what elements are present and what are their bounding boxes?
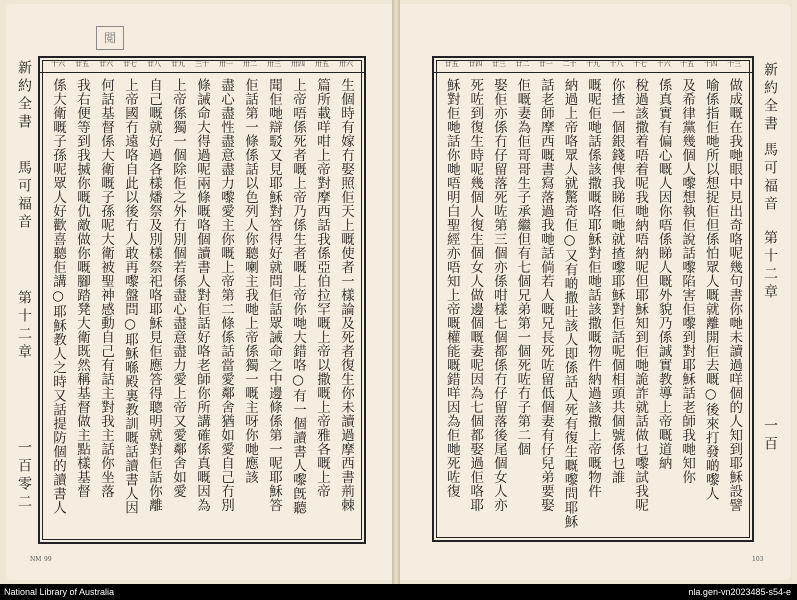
right-verse-number: 廿二 (515, 60, 530, 68)
left-footer-number: 99 (44, 556, 52, 563)
left-text-column: 篇所載咩咁上帝對摩西話我係亞伯拉罕嘅上帝以撒嘅上帝雅各嘅上帝 (314, 78, 330, 498)
right-verse-number: 十七 (633, 60, 648, 68)
right-verse-number: 廿一 (538, 60, 553, 68)
left-page-number: 一百零二 (16, 440, 32, 512)
left-book-title: 新約全書 (16, 60, 32, 132)
left-verse-number: 卅五 (315, 60, 329, 68)
right-verse-number: 十五 (680, 60, 695, 68)
right-text-column: 穌對佢哋話你哋唔明白聖經亦唔知上帝嘅權能嘅錯咩因為佢哋死咗復 (443, 78, 460, 498)
right-chapter: 第十二章 (762, 230, 778, 302)
right-page-number: 一百 (762, 418, 778, 454)
attribution-id: nla.gen-vn2023485-s54-e (688, 587, 791, 597)
left-text-column: 上帝唔係死者嘅上帝乃係生者嘅上帝你哋大錯咯○有一個讀書人嚟旣聽 (290, 78, 306, 515)
left-text-column: 自己嘅就好過各樣燔祭及別樣祭祀咯耶穌見佢應答得聰明就對佢話你離 (146, 78, 162, 512)
left-verse-number: 廿九 (171, 60, 185, 68)
left-verse-number: 卅一 (219, 60, 233, 68)
left-text-column: 我右便等到我搣你嘅仇敵做你嘅腳踏凳大衛既然稱基督做主點樣基督 (74, 78, 90, 498)
left-verse-number: 卅四 (291, 60, 305, 68)
right-verse-number: 十六 (656, 60, 671, 68)
right-text-column: 嘅呢佢哋話係該撒嘅咯耶穌對佢哋話該撒嘅物件納過該撒上帝嘅物件 (585, 78, 601, 498)
left-chapter: 第十二章 (16, 290, 32, 362)
right-text-column: 係真實有偏心嘅人因你唔係睇人嘅外貌乃係誠實教導上帝嘅道納 (655, 78, 672, 470)
right-text-frame (432, 56, 754, 542)
left-text-frame (38, 56, 366, 544)
right-verse-number-row (434, 58, 752, 73)
library-stamp: 閲 (96, 26, 124, 50)
left-text-column: 係大衛嘅子孫呢眾人好歡喜聽佢講○耶穌教人之時又話提防個的讀書人 (50, 78, 66, 515)
right-text-column: 及希律黨幾個人嚟想執佢說話嚟陷害佢嚟到對耶穌話老師我哋知你 (679, 78, 696, 484)
right-footer-number: 103 (752, 556, 764, 563)
left-verse-number: 卅六 (339, 60, 353, 68)
right-verse-number: 十八 (609, 60, 624, 68)
left-verse-number: 十六 (51, 60, 65, 68)
right-text-column: 死咗到復生時呢幾個人復生個女人做邊個嘅妻呢因為七個都娶過佢咯耶 (467, 78, 484, 512)
attribution-bar (0, 584, 797, 600)
right-text-column: 做成嘅在我哋眼中見出奇咯呢幾句書你哋未讀過咩個的人知到耶穌設譬 (726, 78, 743, 512)
left-verse-number: 三十 (195, 60, 209, 68)
right-verse-number: 廿五 (444, 60, 459, 68)
right-book-title: 新約全書 (762, 62, 778, 134)
right-text-column: 稅過該撒着唔着呢我哋納唔納呢但耶穌知到佢哋詭詐就話做乜嚟試我呢 (632, 78, 649, 512)
left-text-column: 佢話第一條係話以色列人你聽喇主我哋上帝係獨一嘅主呀你哋應該 (242, 78, 258, 484)
left-verse-number: 廿八 (147, 60, 161, 68)
right-verse-number: 十四 (703, 60, 718, 68)
attribution-source: National Library of Australia (4, 587, 115, 597)
right-verse-number: 十九 (586, 60, 600, 68)
right-verse-number: 十三 (727, 60, 742, 68)
right-text-column: 你揸一個銀錢俾我睇佢哋就揸嚟耶穌對佢話呢個相頭共個號係乜誰 (608, 78, 625, 484)
left-text-column: 上帝係獨一個除佢之外冇別個若係盡心盡意盡力愛上帝又愛鄰舍如愛 (170, 78, 186, 498)
left-text-column: 盡心盡性盡意盡力嚟愛主你嘅上帝第二條係話當愛鄰舍猶如愛自己冇別 (218, 78, 234, 512)
right-verse-number: 二十 (562, 60, 577, 68)
left-verse-number: 廿五 (75, 60, 89, 68)
left-text-column: 上帝國冇遠咯自此以後冇人敢再嚟盤問○耶穌喺殿裏教訓嘅話讀書人因 (122, 78, 138, 515)
left-verse-number: 卅二 (243, 60, 257, 68)
right-text-column: 娶佢亦係冇仔留落死咗第三個亦係咁樣七個都係冇仔留落後尾個女人亦 (490, 78, 507, 512)
right-text-column: 佢嘅妻為佢哥哥生子承繼但有七個兄弟第一個死咗冇子第二個 (514, 78, 531, 456)
right-book-name: 馬可福音 (762, 142, 778, 214)
left-book-name: 馬可福音 (16, 160, 32, 232)
left-footer-mark: NM (30, 556, 42, 563)
left-text-column: 生個時有嫁冇娶照佢天上嘅使者一樣論及死者復生你未讀過摩西書荊棘 (338, 78, 354, 512)
left-verse-number: 廿七 (123, 60, 137, 68)
right-text-column: 納過上帝咯眾人就驚奇佢○又有啲撒吐該人即係話人死有復生嘅嚟問耶穌 (561, 78, 578, 529)
right-text-column: 話老師摩西嘅書寫落過我哋話倘若人嘅兄長死咗留低個妻有仔兒弟要娶 (537, 78, 554, 512)
book-gutter (392, 0, 400, 584)
right-verse-number: 廿四 (468, 60, 483, 68)
left-text-column: 聞佢哋辯駁又見耶穌對答得好就問佢話眾誡命之中邊條係第一呢耶穌答 (266, 78, 282, 512)
left-verse-number: 卅三 (267, 60, 281, 68)
left-text-column: 條誡命大得過呢兩條嘅咯個讀書人對佢話好咯老師你所講確係真嘅因為 (194, 78, 210, 512)
right-verse-number: 廿三 (491, 60, 506, 68)
left-verse-number: 廿六 (99, 60, 113, 68)
right-text-column: 喻係指佢哋所以想捉佢但係怕眾人嘅就離開佢去嘅○後來打發啲嚟人 (702, 78, 719, 501)
left-text-column: 何話基督係大衛嘅子孫呢大衛被聖神感動自己有話主對我主話你坐落 (98, 78, 114, 498)
left-verse-number-row (40, 58, 364, 73)
